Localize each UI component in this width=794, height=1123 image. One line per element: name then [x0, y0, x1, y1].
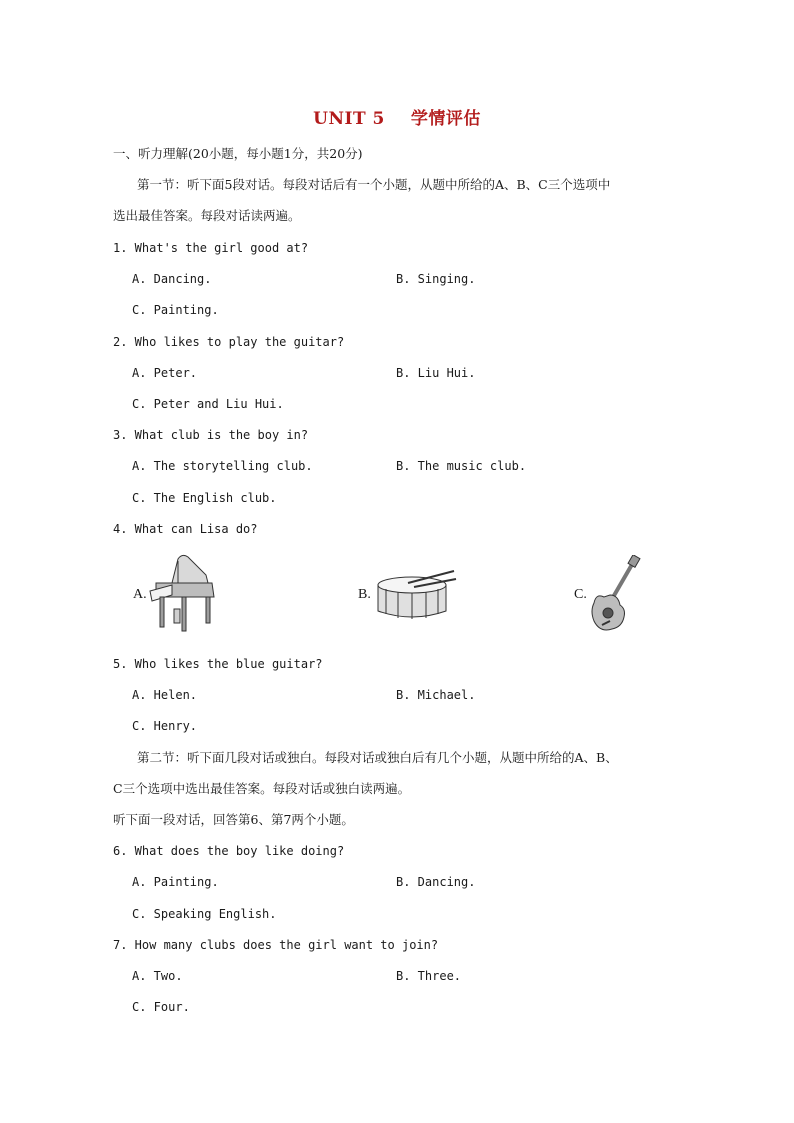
part2-instruction-1: 第二节：听下面几段对话或独白。每段对话或独白后有几个小题，从题中所给的A、B、: [137, 750, 618, 765]
question-7: 7. How many clubs does the girl want to join?: [113, 938, 439, 952]
q2-option-b: B. Liu Hui.: [396, 366, 476, 380]
dialog-intro: 听下面一段对话，回答第6、第7两个小题。: [113, 812, 354, 827]
question-1: 1. What's the girl good at?: [113, 241, 309, 255]
q6-option-b: B. Dancing.: [396, 875, 476, 889]
q4-option-b-label: B.: [358, 587, 371, 602]
q4-option-a-label: A.: [133, 587, 147, 602]
section-heading: 一、听力理解(20小题，每小题1分，共20分): [113, 146, 363, 161]
question-3: 3. What club is the boy in?: [113, 428, 309, 442]
q7-option-c: C. Four.: [132, 1000, 190, 1014]
q7-option-b: B. Three.: [396, 969, 462, 983]
question-5: 5. Who likes the blue guitar?: [113, 657, 323, 671]
q5-option-c: C. Henry.: [132, 719, 198, 733]
part1-instruction-2: 选出最佳答案。每段对话读两遍。: [113, 208, 301, 223]
guitar-icon: [588, 555, 642, 635]
q3-option-a: A. The storytelling club.: [132, 459, 313, 473]
q6-option-a: A. Painting.: [132, 875, 219, 889]
title-unit: UNIT 5: [313, 109, 385, 129]
part1-instruction-1: 第一节：听下面5段对话。每段对话后有一个小题，从题中所给的A、B、C三个选项中: [137, 177, 611, 192]
q2-option-a: A. Peter.: [132, 366, 198, 380]
q4-option-c-label: C.: [574, 587, 587, 602]
piano-icon: [148, 553, 222, 635]
q5-option-b: B. Michael.: [396, 688, 476, 702]
question-6: 6. What does the boy like doing?: [113, 844, 345, 858]
q1-option-a: A. Dancing.: [132, 272, 212, 286]
title-subtitle: 学情评估: [410, 109, 481, 129]
q3-option-c: C. The English club.: [132, 491, 277, 505]
q1-option-b: B. Singing.: [396, 272, 476, 286]
part2-instruction-2: C三个选项中选出最佳答案。每段对话或独白读两遍。: [113, 781, 411, 796]
page-title: [0, 104, 794, 129]
drum-icon: [374, 567, 460, 623]
q7-option-a: A. Two.: [132, 969, 183, 983]
question-2: 2. Who likes to play the guitar?: [113, 335, 345, 349]
q3-option-b: B. The music club.: [396, 459, 527, 473]
q5-option-a: A. Helen.: [132, 688, 198, 702]
q6-option-c: C. Speaking English.: [132, 907, 277, 921]
q2-option-c: C. Peter and Liu Hui.: [132, 397, 284, 411]
q1-option-c: C. Painting.: [132, 303, 219, 317]
question-4: 4. What can Lisa do?: [113, 522, 258, 536]
